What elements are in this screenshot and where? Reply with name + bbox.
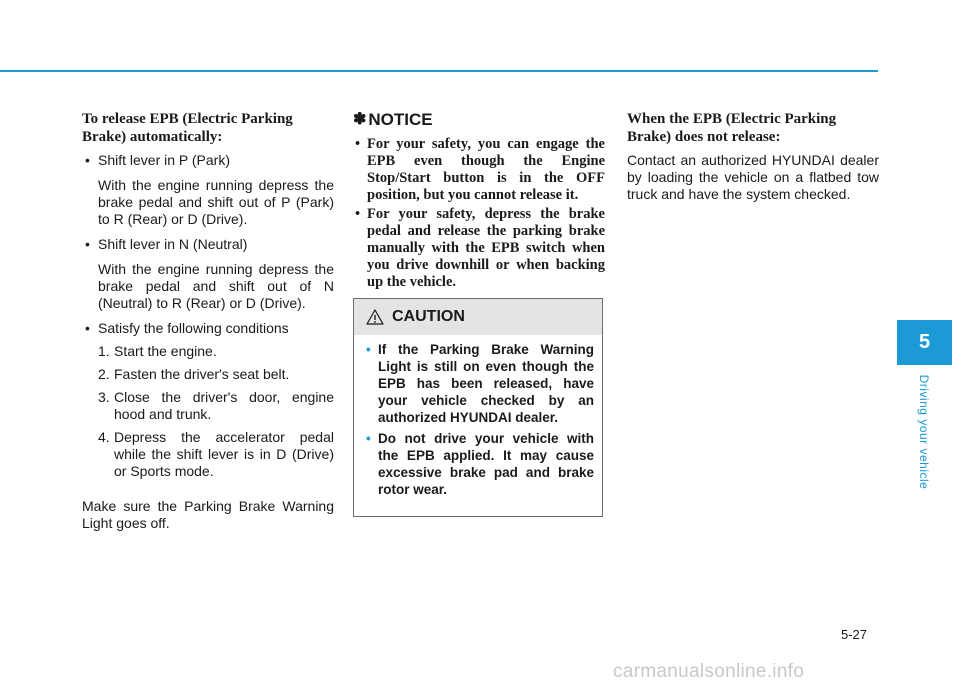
section-heading-release-auto: To release EPB (Electric Parking Brake) automatically: bbox=[82, 111, 293, 145]
step-number: 2. bbox=[98, 366, 110, 382]
bullet-label: Shift lever in P (Park) bbox=[98, 152, 231, 168]
caution-header bbox=[354, 299, 602, 335]
step-item bbox=[82, 389, 334, 423]
column-not-release bbox=[627, 110, 879, 203]
caution-item-text: Do not drive your vehicle with the EPB applied. It may cause excessive brake pad and brake rotor wear. bbox=[378, 431, 594, 497]
list-item bbox=[82, 152, 334, 169]
bullet-icon: • bbox=[366, 342, 371, 357]
asterisk-icon: ✽ bbox=[353, 111, 367, 128]
chapter-title: Driving your vehicle bbox=[917, 374, 931, 490]
bullet-label: Satisfy the following conditions bbox=[98, 320, 289, 336]
step-number: 3. bbox=[98, 389, 110, 405]
column-release-auto bbox=[82, 110, 334, 532]
notice-section bbox=[353, 110, 605, 293]
section-text-not-release: Contact an authorized HYUNDAI dealer by loading the vehicle on a flatbed tow truck and have the system checked. bbox=[627, 152, 879, 202]
section-heading-not-release: When the EPB (Electric Parking Brake) does not release: bbox=[627, 111, 837, 145]
bullet-label: Shift lever in N (Neutral) bbox=[98, 236, 248, 252]
notice-item bbox=[353, 206, 605, 291]
bullet-icon: • bbox=[85, 152, 90, 168]
caution-item bbox=[366, 341, 594, 426]
closing-text: Make sure the Parking Brake Warning Light goes off. bbox=[82, 498, 334, 531]
notice-item-text: For your safety, depress the brake pedal and release the parking brake manually with the EPB switch when you drive downhill or when backing up the vehicle. bbox=[367, 206, 605, 290]
list-item bbox=[82, 320, 334, 337]
watermark: carmanualsonline.info bbox=[613, 661, 805, 682]
step-text: Depress the accelerator pedal while the shift lever is in D (Drive) or Sports mode. bbox=[114, 429, 334, 479]
warning-triangle-icon bbox=[366, 309, 384, 325]
caution-body bbox=[354, 335, 602, 498]
step-item bbox=[82, 429, 334, 480]
chapter-tab: 5 bbox=[897, 320, 952, 365]
caution-item-text: If the Parking Brake Warning Light is still on even though the EPB has been released, have your vehicle checked by an authorized HYUNDAI dealer. bbox=[378, 342, 594, 425]
step-item bbox=[82, 366, 334, 383]
list-item bbox=[82, 236, 334, 253]
header-rule bbox=[0, 70, 878, 72]
bullet-icon: • bbox=[85, 320, 90, 336]
step-text: Fasten the driver's seat belt. bbox=[114, 366, 290, 382]
notice-item-text: For your safety, you can engage the EPB even though the Engine Stop/Start button is in the OFF position, but you cannot release it. bbox=[367, 136, 605, 203]
caution-item bbox=[366, 430, 594, 498]
step-number: 4. bbox=[98, 429, 110, 445]
step-text: Close the driver's door, engine hood and trunk. bbox=[114, 389, 334, 422]
bullet-icon: • bbox=[355, 136, 361, 152]
step-item bbox=[82, 343, 334, 360]
caution-box bbox=[353, 298, 603, 517]
bullet-icon: • bbox=[355, 206, 361, 222]
notice-item bbox=[353, 136, 605, 204]
bullet-description: With the engine running depress the brake pedal and shift out of N (Neutral) to R (Rear) or D (Drive). bbox=[98, 261, 334, 311]
bullet-icon: • bbox=[85, 236, 90, 252]
step-text: Start the engine. bbox=[114, 343, 217, 359]
step-number: 1. bbox=[98, 343, 110, 359]
caution-title: CAUTION bbox=[392, 308, 465, 325]
bullet-icon: • bbox=[366, 431, 371, 446]
notice-title-text: NOTICE bbox=[368, 110, 433, 129]
notice-title bbox=[353, 110, 605, 130]
page-number: 5-27 bbox=[841, 627, 868, 642]
bullet-description: With the engine running depress the brake pedal and shift out of P (Park) to R (Rear) or D (Drive). bbox=[98, 177, 334, 227]
